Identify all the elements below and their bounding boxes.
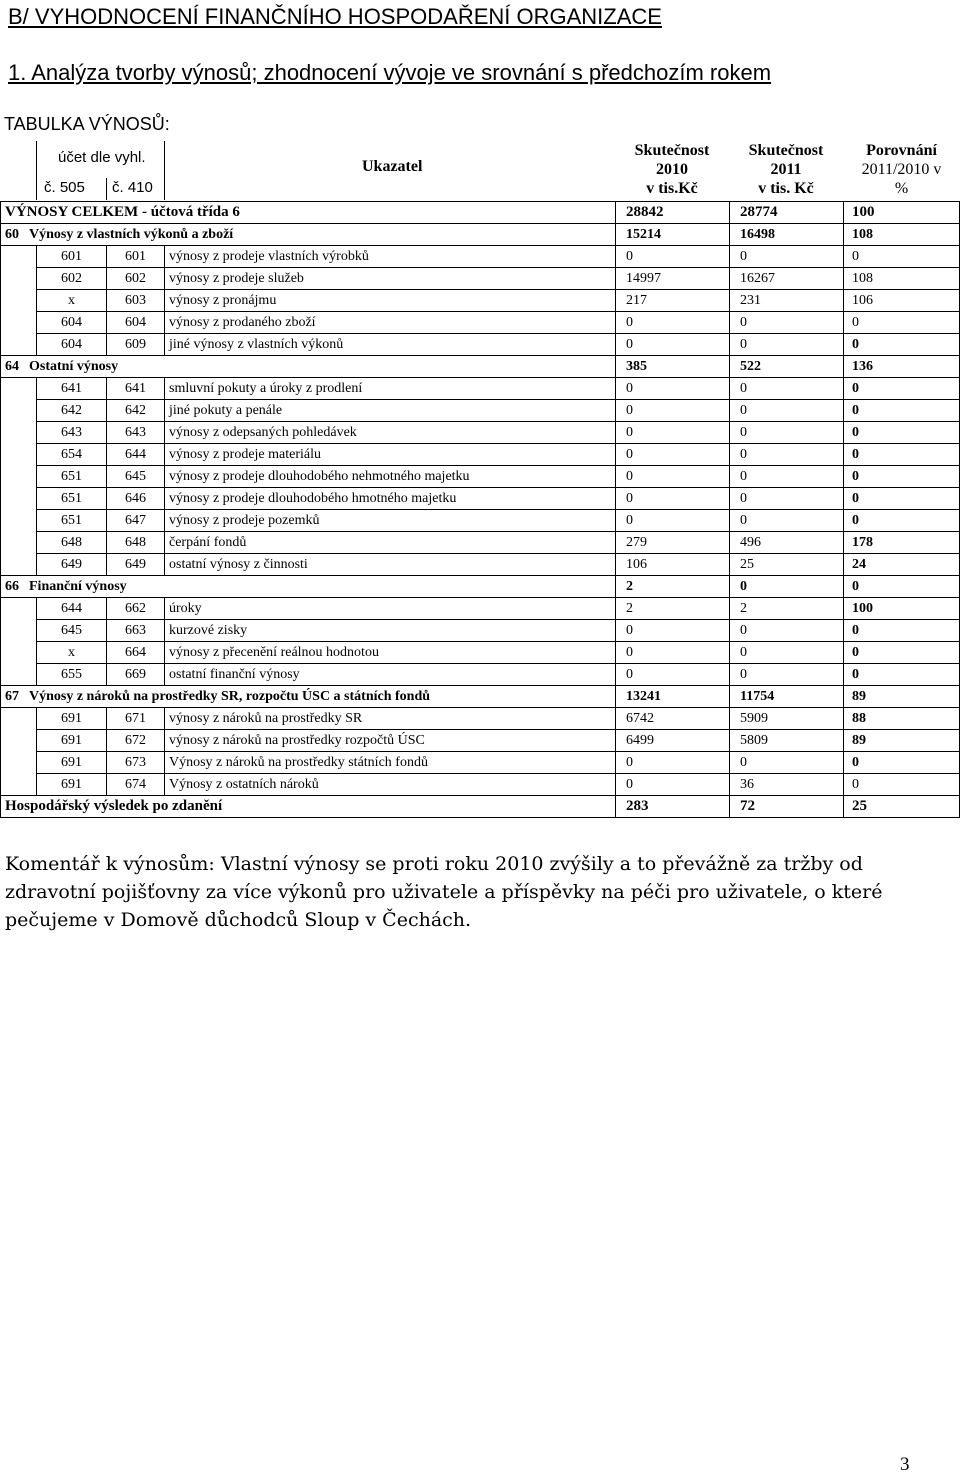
- indent-cell: [1, 422, 37, 444]
- row-label: úroky: [165, 598, 616, 620]
- table-row: [1, 268, 960, 290]
- row-pct: 108: [844, 268, 960, 290]
- row-pct: 0: [844, 312, 960, 334]
- row-2011: 0: [730, 246, 844, 268]
- table-row: [1, 290, 960, 312]
- indent-cell: [1, 642, 37, 664]
- row-label: výnosy z prodeje dlouhodobého nehmotného majetku: [165, 466, 616, 488]
- row-2010: 14997: [616, 268, 730, 290]
- group-pct: 136: [844, 356, 960, 378]
- row-2010: 0: [616, 246, 730, 268]
- row-label: Výnosy z ostatních nároků: [165, 774, 616, 796]
- result-row: [1, 796, 960, 818]
- indent-cell: [1, 510, 37, 532]
- row-2011: 25: [730, 554, 844, 576]
- table-row: [1, 532, 960, 554]
- row-label: smluvní pokuty a úroky z prodlení: [165, 378, 616, 400]
- row-2011: 0: [730, 488, 844, 510]
- account-505: 691: [37, 774, 107, 796]
- row-2011: 231: [730, 290, 844, 312]
- table-row: [1, 334, 960, 356]
- row-2010: 6499: [616, 730, 730, 752]
- header-actual-2010: [615, 141, 729, 198]
- group-2011: 11754: [730, 686, 844, 708]
- row-2011: 0: [730, 444, 844, 466]
- indent-cell: [1, 268, 37, 290]
- row-pct: 89: [844, 730, 960, 752]
- row-2010: 0: [616, 752, 730, 774]
- row-2010: 0: [616, 466, 730, 488]
- header-c410: č. 410: [112, 179, 153, 196]
- row-pct: 0: [844, 246, 960, 268]
- group-2011: 16498: [730, 224, 844, 246]
- row-label: ostatní výnosy z činnosti: [165, 554, 616, 576]
- row-label: výnosy z přecenění reálnou hodnotou: [165, 642, 616, 664]
- row-label: výnosy z nároků na prostředky rozpočtů ÚSC: [165, 730, 616, 752]
- row-2010: 0: [616, 774, 730, 796]
- row-2011: 0: [730, 752, 844, 774]
- table-row: [1, 444, 960, 466]
- account-505: 691: [37, 708, 107, 730]
- account-410: 671: [107, 708, 165, 730]
- row-pct: 0: [844, 466, 960, 488]
- row-2011: 0: [730, 400, 844, 422]
- group-2010: 2: [616, 576, 730, 598]
- row-2010: 0: [616, 444, 730, 466]
- indent-cell: [1, 554, 37, 576]
- account-410: 641: [107, 378, 165, 400]
- group-label: [1, 224, 616, 246]
- row-pct: 88: [844, 708, 960, 730]
- row-2010: 217: [616, 290, 730, 312]
- table-row: [1, 246, 960, 268]
- indent-cell: [1, 400, 37, 422]
- result-2010: 283: [616, 796, 730, 818]
- group-title: Finanční výnosy: [29, 578, 127, 594]
- row-2010: 0: [616, 378, 730, 400]
- header-line: %: [894, 180, 909, 197]
- account-410: 609: [107, 334, 165, 356]
- account-410: 662: [107, 598, 165, 620]
- account-410: 649: [107, 554, 165, 576]
- account-410: 601: [107, 246, 165, 268]
- account-410: 669: [107, 664, 165, 686]
- indent-cell: [1, 290, 37, 312]
- header-actual-2011: [729, 141, 843, 198]
- row-2010: 0: [616, 334, 730, 356]
- row-2010: 0: [616, 620, 730, 642]
- row-2011: 0: [730, 422, 844, 444]
- group-code: 64: [5, 358, 19, 374]
- account-505: 654: [37, 444, 107, 466]
- row-2010: 106: [616, 554, 730, 576]
- indent-cell: [1, 312, 37, 334]
- table-row: [1, 598, 960, 620]
- total-2010: 28842: [616, 202, 730, 224]
- indent-cell: [1, 246, 37, 268]
- table-row: [1, 642, 960, 664]
- row-2010: 0: [616, 400, 730, 422]
- row-pct: 100: [844, 598, 960, 620]
- row-label: jiné pokuty a penále: [165, 400, 616, 422]
- row-2011: 0: [730, 664, 844, 686]
- account-505: 602: [37, 268, 107, 290]
- row-pct: 0: [844, 422, 960, 444]
- indent-cell: [1, 532, 37, 554]
- indent-cell: [1, 334, 37, 356]
- row-label: jiné výnosy z vlastních výkonů: [165, 334, 616, 356]
- indent-cell: [1, 444, 37, 466]
- row-2010: 6742: [616, 708, 730, 730]
- account-505: 645: [37, 620, 107, 642]
- row-pct: 0: [844, 752, 960, 774]
- account-505: 651: [37, 510, 107, 532]
- row-2011: 2: [730, 598, 844, 620]
- group-pct: 0: [844, 576, 960, 598]
- row-2010: 0: [616, 642, 730, 664]
- row-2010: 0: [616, 422, 730, 444]
- account-505: 648: [37, 532, 107, 554]
- row-pct: 0: [844, 510, 960, 532]
- group-2011: 522: [730, 356, 844, 378]
- account-505: 642: [37, 400, 107, 422]
- account-505: 601: [37, 246, 107, 268]
- account-410: 643: [107, 422, 165, 444]
- table-row: [1, 466, 960, 488]
- table-row: [1, 400, 960, 422]
- group-code: 60: [5, 226, 19, 242]
- header-divider-small: [106, 178, 107, 200]
- account-410: 647: [107, 510, 165, 532]
- group-pct: 89: [844, 686, 960, 708]
- account-505: 651: [37, 466, 107, 488]
- row-label: výnosy z prodeje pozemků: [165, 510, 616, 532]
- header-line: v tis.Kč: [646, 180, 698, 197]
- group-pct: 108: [844, 224, 960, 246]
- row-label: výnosy z odepsaných pohledávek: [165, 422, 616, 444]
- header-line: v tis. Kč: [758, 180, 814, 197]
- account-505: 691: [37, 730, 107, 752]
- table-row: [1, 488, 960, 510]
- row-2011: 0: [730, 378, 844, 400]
- indent-cell: [1, 752, 37, 774]
- account-410: 648: [107, 532, 165, 554]
- total-pct: 100: [844, 202, 960, 224]
- header-line: Skutečnost: [748, 142, 824, 159]
- table-row: [1, 312, 960, 334]
- row-pct: 0: [844, 642, 960, 664]
- row-label: Výnosy z nároků na prostředky státních fondů: [165, 752, 616, 774]
- table-label: TABULKA VÝNOSŮ:: [4, 114, 170, 134]
- account-410: 672: [107, 730, 165, 752]
- table-row: [1, 708, 960, 730]
- account-410: 642: [107, 400, 165, 422]
- table-row: [1, 730, 960, 752]
- header-divider: [164, 141, 165, 200]
- table-row: [1, 664, 960, 686]
- account-410: 663: [107, 620, 165, 642]
- row-2011: 5809: [730, 730, 844, 752]
- row-2011: 0: [730, 642, 844, 664]
- row-label: kurzové zisky: [165, 620, 616, 642]
- row-label: výnosy z prodeje materiálu: [165, 444, 616, 466]
- row-label: výnosy z prodeje služeb: [165, 268, 616, 290]
- total-label: VÝNOSY CELKEM - účtová třída 6: [1, 202, 616, 224]
- group-2010: 385: [616, 356, 730, 378]
- row-2011: 0: [730, 510, 844, 532]
- account-505: x: [37, 642, 107, 664]
- group-code: 66: [5, 578, 19, 594]
- group-row: [1, 224, 960, 246]
- row-2011: 0: [730, 312, 844, 334]
- account-505: 649: [37, 554, 107, 576]
- row-2010: 0: [616, 510, 730, 532]
- row-label: výnosy z pronájmu: [165, 290, 616, 312]
- header-line: Skutečnost: [634, 142, 710, 159]
- result-pct: 25: [844, 796, 960, 818]
- row-pct: 0: [844, 444, 960, 466]
- table-row: [1, 510, 960, 532]
- account-505: 604: [37, 312, 107, 334]
- row-label: výnosy z nároků na prostředky SR: [165, 708, 616, 730]
- account-505: 644: [37, 598, 107, 620]
- row-label: ostatní finanční výnosy: [165, 664, 616, 686]
- header-line: 2010: [656, 161, 688, 178]
- total-row: [1, 202, 960, 224]
- row-label: výnosy z prodaného zboží: [165, 312, 616, 334]
- header-line: 2011: [770, 161, 802, 178]
- revenue-comment: Komentář k výnosům: Vlastní výnosy se proti roku 2010 zvýšily a to převážně za tržby od zdravotní pojišťovny za více výkonů pro uživatele a příspěvky na péči pro uživatele, o které pečujeme v Domově důchodců Sloup v Čechách.: [5, 853, 883, 931]
- group-2010: 13241: [616, 686, 730, 708]
- row-2010: 0: [616, 312, 730, 334]
- row-pct: 0: [844, 334, 960, 356]
- account-410: 673: [107, 752, 165, 774]
- row-pct: 106: [844, 290, 960, 312]
- table-header: [0, 141, 960, 201]
- indent-cell: [1, 598, 37, 620]
- row-2010: 2: [616, 598, 730, 620]
- account-505: 651: [37, 488, 107, 510]
- header-indicator: Ukazatel: [362, 158, 423, 175]
- page-number: 3: [900, 1454, 910, 1475]
- indent-cell: [1, 708, 37, 730]
- row-pct: 0: [844, 774, 960, 796]
- row-label: výnosy z prodeje dlouhodobého hmotného majetku: [165, 488, 616, 510]
- group-2010: 15214: [616, 224, 730, 246]
- group-2011: 0: [730, 576, 844, 598]
- row-2010: 0: [616, 488, 730, 510]
- account-505: 643: [37, 422, 107, 444]
- row-pct: 0: [844, 378, 960, 400]
- result-label: Hospodářský výsledek po zdanění: [1, 796, 616, 818]
- group-row: [1, 686, 960, 708]
- account-410: 604: [107, 312, 165, 334]
- indent-cell: [1, 466, 37, 488]
- row-pct: 0: [844, 488, 960, 510]
- row-2010: 279: [616, 532, 730, 554]
- result-2011: 72: [730, 796, 844, 818]
- indent-cell: [1, 378, 37, 400]
- row-pct: 178: [844, 532, 960, 554]
- total-2011: 28774: [730, 202, 844, 224]
- header-line: Porovnání: [866, 142, 937, 159]
- account-410: 645: [107, 466, 165, 488]
- row-pct: 24: [844, 554, 960, 576]
- indent-cell: [1, 620, 37, 642]
- indent-cell: [1, 664, 37, 686]
- account-410: 664: [107, 642, 165, 664]
- account-410: 646: [107, 488, 165, 510]
- indent-cell: [1, 730, 37, 752]
- table-row: [1, 774, 960, 796]
- group-title: Výnosy z nároků na prostředky SR, rozpočtu ÚSC a státních fondů: [29, 688, 431, 704]
- indent-cell: [1, 488, 37, 510]
- section-heading: B/ VYHODNOCENÍ FINANČNÍHO HOSPODAŘENÍ ORGANIZACE: [8, 4, 662, 29]
- account-505: 604: [37, 334, 107, 356]
- subsection-heading: 1. Analýza tvorby výnosů; zhodnocení vývoje ve srovnání s předchozím rokem: [8, 60, 772, 85]
- group-title: Ostatní výnosy: [29, 358, 119, 374]
- header-line: 2011/2010 v: [861, 161, 942, 178]
- account-505: 641: [37, 378, 107, 400]
- group-label: [1, 576, 616, 598]
- table-row: [1, 554, 960, 576]
- table-row: [1, 752, 960, 774]
- account-410: 602: [107, 268, 165, 290]
- account-505: x: [37, 290, 107, 312]
- indent-cell: [1, 774, 37, 796]
- row-2011: 36: [730, 774, 844, 796]
- group-code: 67: [5, 688, 19, 704]
- header-account-label: účet dle vyhl.: [58, 149, 146, 166]
- group-title: Výnosy z vlastních výkonů a zboží: [29, 226, 234, 242]
- account-410: 603: [107, 290, 165, 312]
- row-pct: 0: [844, 620, 960, 642]
- header-comparison: [843, 141, 960, 198]
- account-410: 674: [107, 774, 165, 796]
- row-2011: 0: [730, 620, 844, 642]
- group-row: [1, 356, 960, 378]
- table-row: [1, 620, 960, 642]
- group-label: [1, 686, 616, 708]
- account-505: 655: [37, 664, 107, 686]
- account-505: 691: [37, 752, 107, 774]
- table-row: [1, 422, 960, 444]
- row-pct: 0: [844, 664, 960, 686]
- row-2011: 16267: [730, 268, 844, 290]
- table-row: [1, 378, 960, 400]
- row-2010: 0: [616, 664, 730, 686]
- account-410: 644: [107, 444, 165, 466]
- revenue-table: [0, 201, 960, 818]
- row-pct: 0: [844, 400, 960, 422]
- group-row: [1, 576, 960, 598]
- row-2011: 0: [730, 466, 844, 488]
- row-2011: 496: [730, 532, 844, 554]
- row-2011: 0: [730, 334, 844, 356]
- header-c505: č. 505: [44, 179, 85, 196]
- row-2011: 5909: [730, 708, 844, 730]
- row-label: čerpání fondů: [165, 532, 616, 554]
- group-label: [1, 356, 616, 378]
- row-label: výnosy z prodeje vlastních výrobků: [165, 246, 616, 268]
